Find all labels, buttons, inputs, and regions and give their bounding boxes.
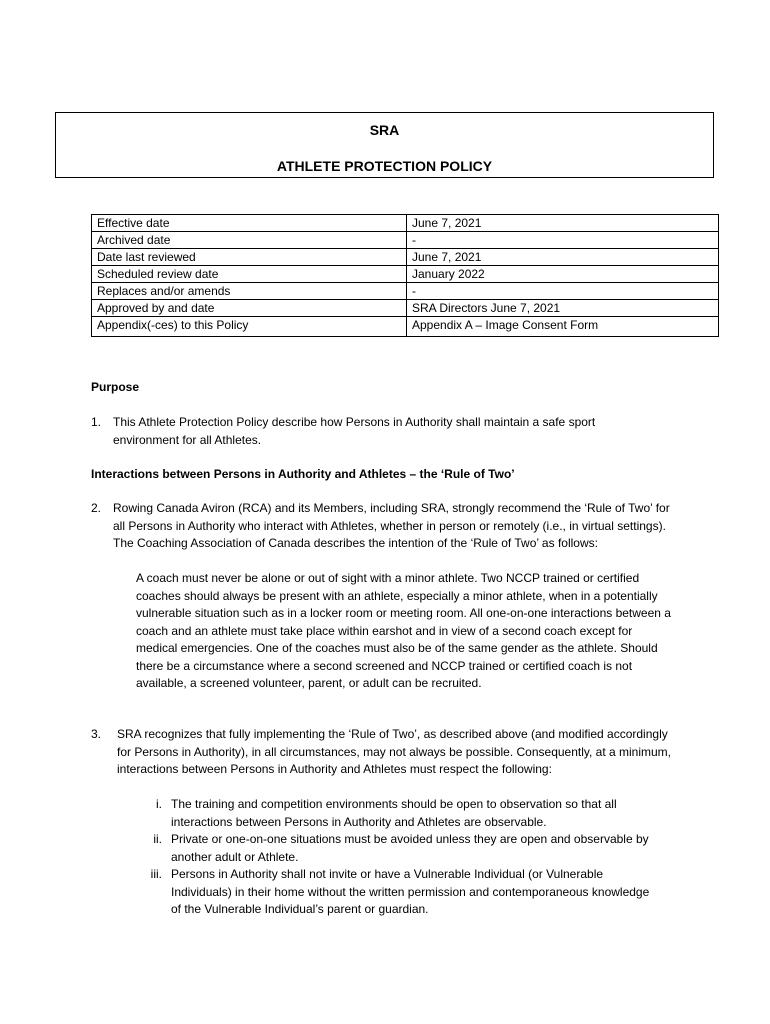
- table-row: [92, 215, 719, 232]
- table-cell-value: -: [407, 232, 719, 249]
- table-row: [92, 283, 719, 300]
- sub-list-number: i.: [156, 797, 162, 811]
- purpose-paragraph: This Athlete Protection Policy describe how Persons in Authority shall maintain a safe sport environment for all Athletes.: [113, 415, 596, 447]
- rule-of-two-paragraph: Rowing Canada Aviron (RCA) and its Members, including SRA, strongly recommend the ‘Rule of Two’ for all Persons in Authority who interact with Athletes, whether in person or remotely (i.e., in virtual settings). The Coaching Association of Canada describes the intention of the ‘Rule of Two’ as follows:: [113, 501, 670, 550]
- table-cell-value: SRA Directors June 7, 2021: [407, 300, 719, 317]
- policy-metadata-table: [91, 214, 719, 337]
- title-box: [55, 112, 714, 178]
- table-cell-label: Archived date: [92, 232, 407, 249]
- table-cell-value: June 7, 2021: [407, 249, 719, 266]
- list-number: 3.: [91, 727, 102, 741]
- sub-list-item: Private or one-on-one situations must be avoided unless they are open and observable by another adult or Athlete.: [171, 832, 649, 864]
- table-cell-label: Effective date: [92, 215, 407, 232]
- rule-of-two-quote: A coach must never be alone or out of sight with a minor athlete. Two NCCP trained or certified coaches should always be present with an athlete, especially a minor athlete, when in a potentially vulnerable situation such as in a locker room or meeting room. All one-on-one interactions between a coach and an athlete must take place within earshot and in view of a second coach except for medical emergencies. One of the coaches must also be of the same gender as the athlete. Should there be a circumstance where a second screened and NCCP trained or certified coach is not available, a screened volunteer, parent, or adult can be recruited.: [136, 571, 671, 690]
- table-cell-label: Approved by and date: [92, 300, 407, 317]
- table-row: [92, 317, 719, 337]
- minimum-requirements-paragraph: SRA recognizes that fully implementing the ‘Rule of Two’, as described above (and modified accordingly for Persons in Authority), in all circumstances, may not always be possible. Consequently, at a minimum, interactions between Persons in Authority and Athletes must respect the following:: [117, 727, 672, 776]
- table-row: [92, 249, 719, 266]
- sub-list-item: Persons in Authority shall not invite or have a Vulnerable Individual (or Vulnerable Individuals) in their home without the written permission and contemporaneous knowledge of the Vulnerable Individual’s parent or guardian.: [171, 867, 650, 916]
- sub-list-number: iii.: [150, 867, 162, 881]
- table-cell-label: Date last reviewed: [92, 249, 407, 266]
- table-row: [92, 232, 719, 249]
- rule-of-two-heading: Interactions between Persons in Authority and Athletes – the ‘Rule of Two’: [91, 467, 515, 481]
- sub-list-number: ii.: [153, 832, 162, 846]
- list-number: 1.: [91, 415, 102, 429]
- table-cell-value: June 7, 2021: [407, 215, 719, 232]
- table-cell-label: Scheduled review date: [92, 266, 407, 283]
- table-cell-label: Replaces and/or amends: [92, 283, 407, 300]
- table-row: [92, 300, 719, 317]
- table-cell-value: Appendix A – Image Consent Form: [407, 317, 719, 337]
- sub-list-item: The training and competition environments should be open to observation so that all interactions between Persons in Authority and Athletes are observable.: [171, 797, 617, 829]
- organization-title: SRA: [369, 122, 400, 138]
- table-cell-value: -: [407, 283, 719, 300]
- purpose-heading: Purpose: [91, 380, 140, 394]
- policy-title: ATHLETE PROTECTION POLICY: [276, 158, 493, 174]
- list-number: 2.: [91, 501, 102, 515]
- table-row: [92, 266, 719, 283]
- table-cell-value: January 2022: [407, 266, 719, 283]
- table-cell-label: Appendix(-ces) to this Policy: [92, 317, 407, 337]
